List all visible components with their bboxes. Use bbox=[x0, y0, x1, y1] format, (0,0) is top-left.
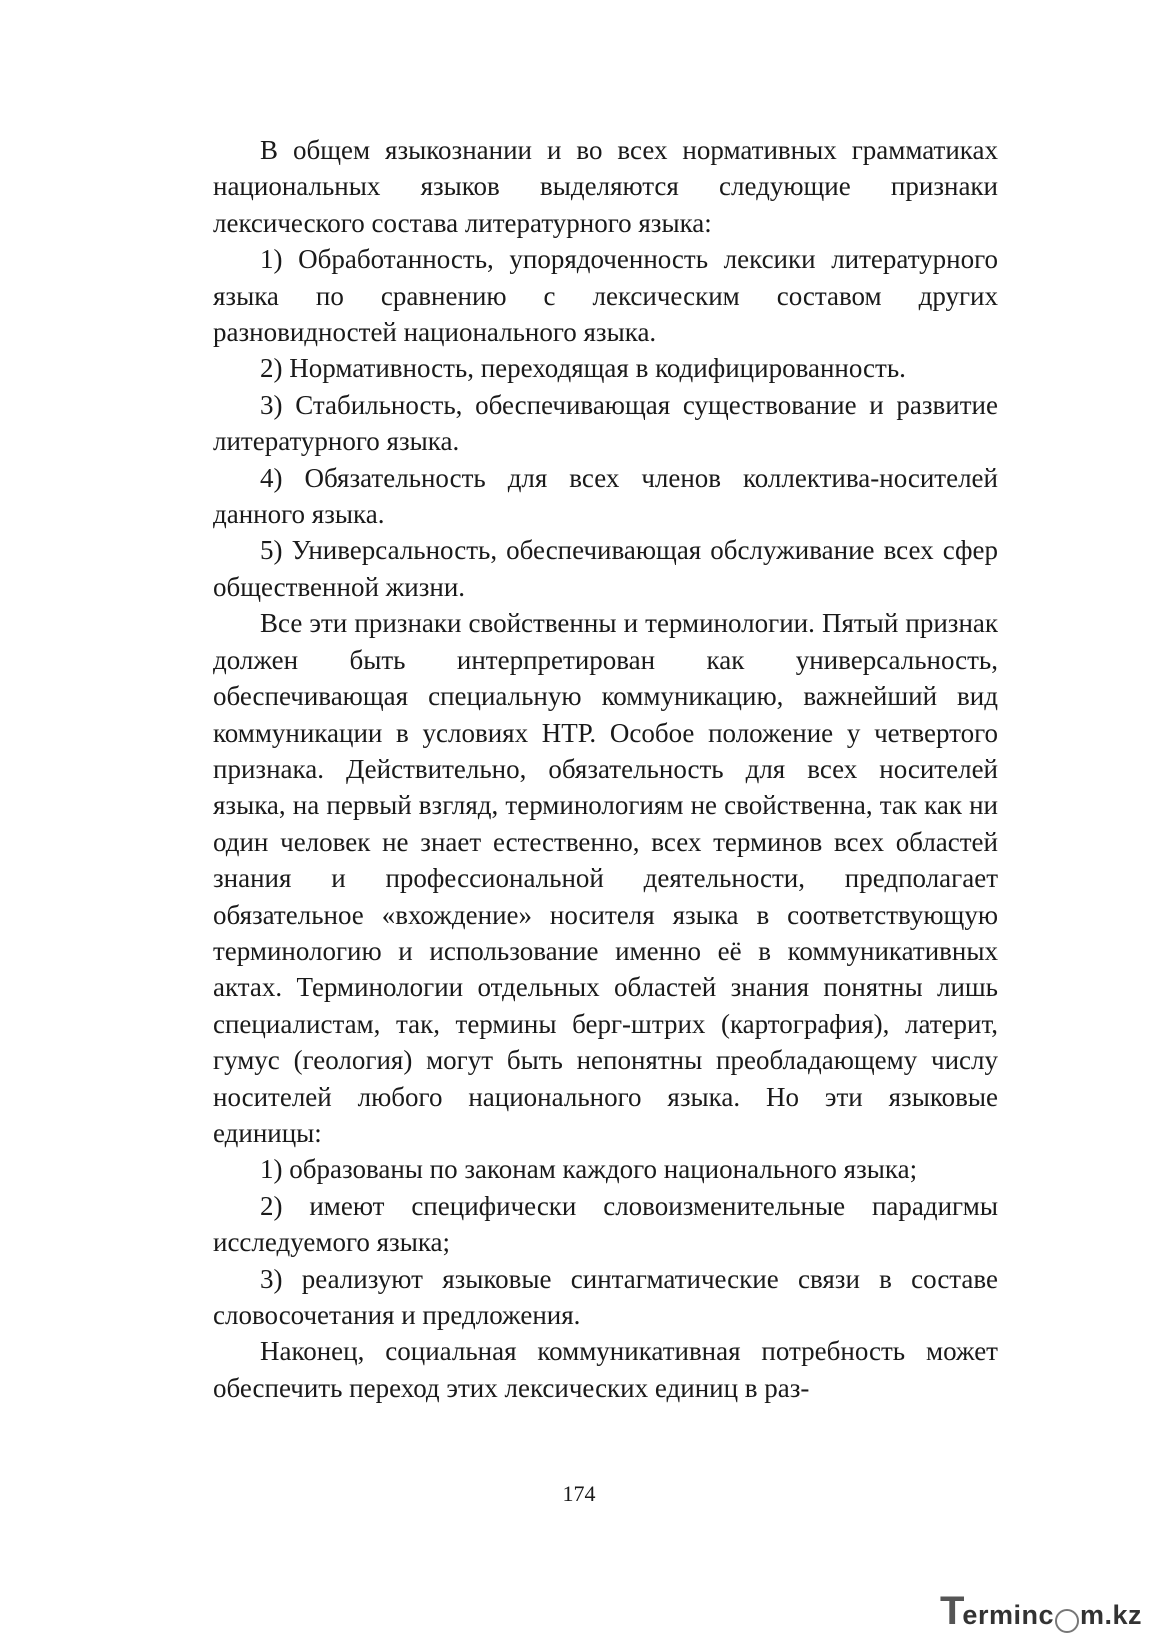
list-item-2: 2) Нормативность, переходящая в кодифицированность. bbox=[260, 353, 906, 384]
magnifier-icon bbox=[1055, 1609, 1079, 1633]
watermark-text-end: m.kz bbox=[1079, 1600, 1142, 1630]
list-item-5: 5) Универсальность, обеспечивающая обслуживание всех сфер общественной жизни. bbox=[213, 535, 998, 602]
watermark-letter-t: T bbox=[939, 1589, 965, 1633]
sublist-item-1: 1) образованы по законам каждого национального языка; bbox=[260, 1154, 918, 1185]
termincom-watermark-logo bbox=[940, 1591, 1142, 1631]
sublist-item-2: 2) имеют специфически словоизменительные парадигмы исследуемого языка; bbox=[213, 1190, 998, 1258]
list-item-4: 4) Обязательность для всех членов коллектива-носителей данного языка. bbox=[213, 462, 998, 530]
watermark-text-middle: erminc bbox=[962, 1600, 1054, 1630]
page-number: 174 bbox=[562, 1481, 596, 1506]
paragraph-intro: В общем языкознании и во всех нормативных грамматиках национальных языков выделяются следующие признаки лексического состава литературного языка: bbox=[213, 135, 998, 238]
sublist-item-3: 3) реализуют языковые синтагматические связи в составе словосочетания и предложения. bbox=[213, 1263, 998, 1330]
body-text bbox=[213, 132, 998, 1406]
list-item-1: 1) Обработанность, упорядоченность лексики литературного языка по сравнению с лексическим составом других разновидностей национального языка. bbox=[213, 244, 998, 348]
paragraph-discussion: Все эти признаки свойственны и терминологии. Пятый признак должен быть интерпретирован как универсальность, обеспечивающая специальную коммуникацию, важнейший вид коммуникации в условиях НТР. Особое положение у четвертого признака. Действительно, обязательность для всех носителей языка, на первый взгляд, терминологиям не свойственна, так как ни один человек не знает естественно, всех терминов всех областей знания и профессиональной деятельности, предполагает обязательное «вхождение» носителя языка в соответствующую терминологию и использование именно её в коммуникативных актах. Терминологии отдельных областей знания понятны лишь специалистам, так, термины берг-штрих (картография), латерит, гумус (геология) могут быть непонятны преобладающему числу носителей любого национального языка. Но эти языковые единицы: bbox=[213, 608, 998, 1148]
list-item-3: 3) Стабильность, обеспечивающая существование и развитие литературного языка. bbox=[213, 389, 998, 457]
paragraph-conclusion: Наконец, социальная коммуникативная потребность может обеспечить переход этих лексических единиц в раз- bbox=[213, 1336, 998, 1403]
